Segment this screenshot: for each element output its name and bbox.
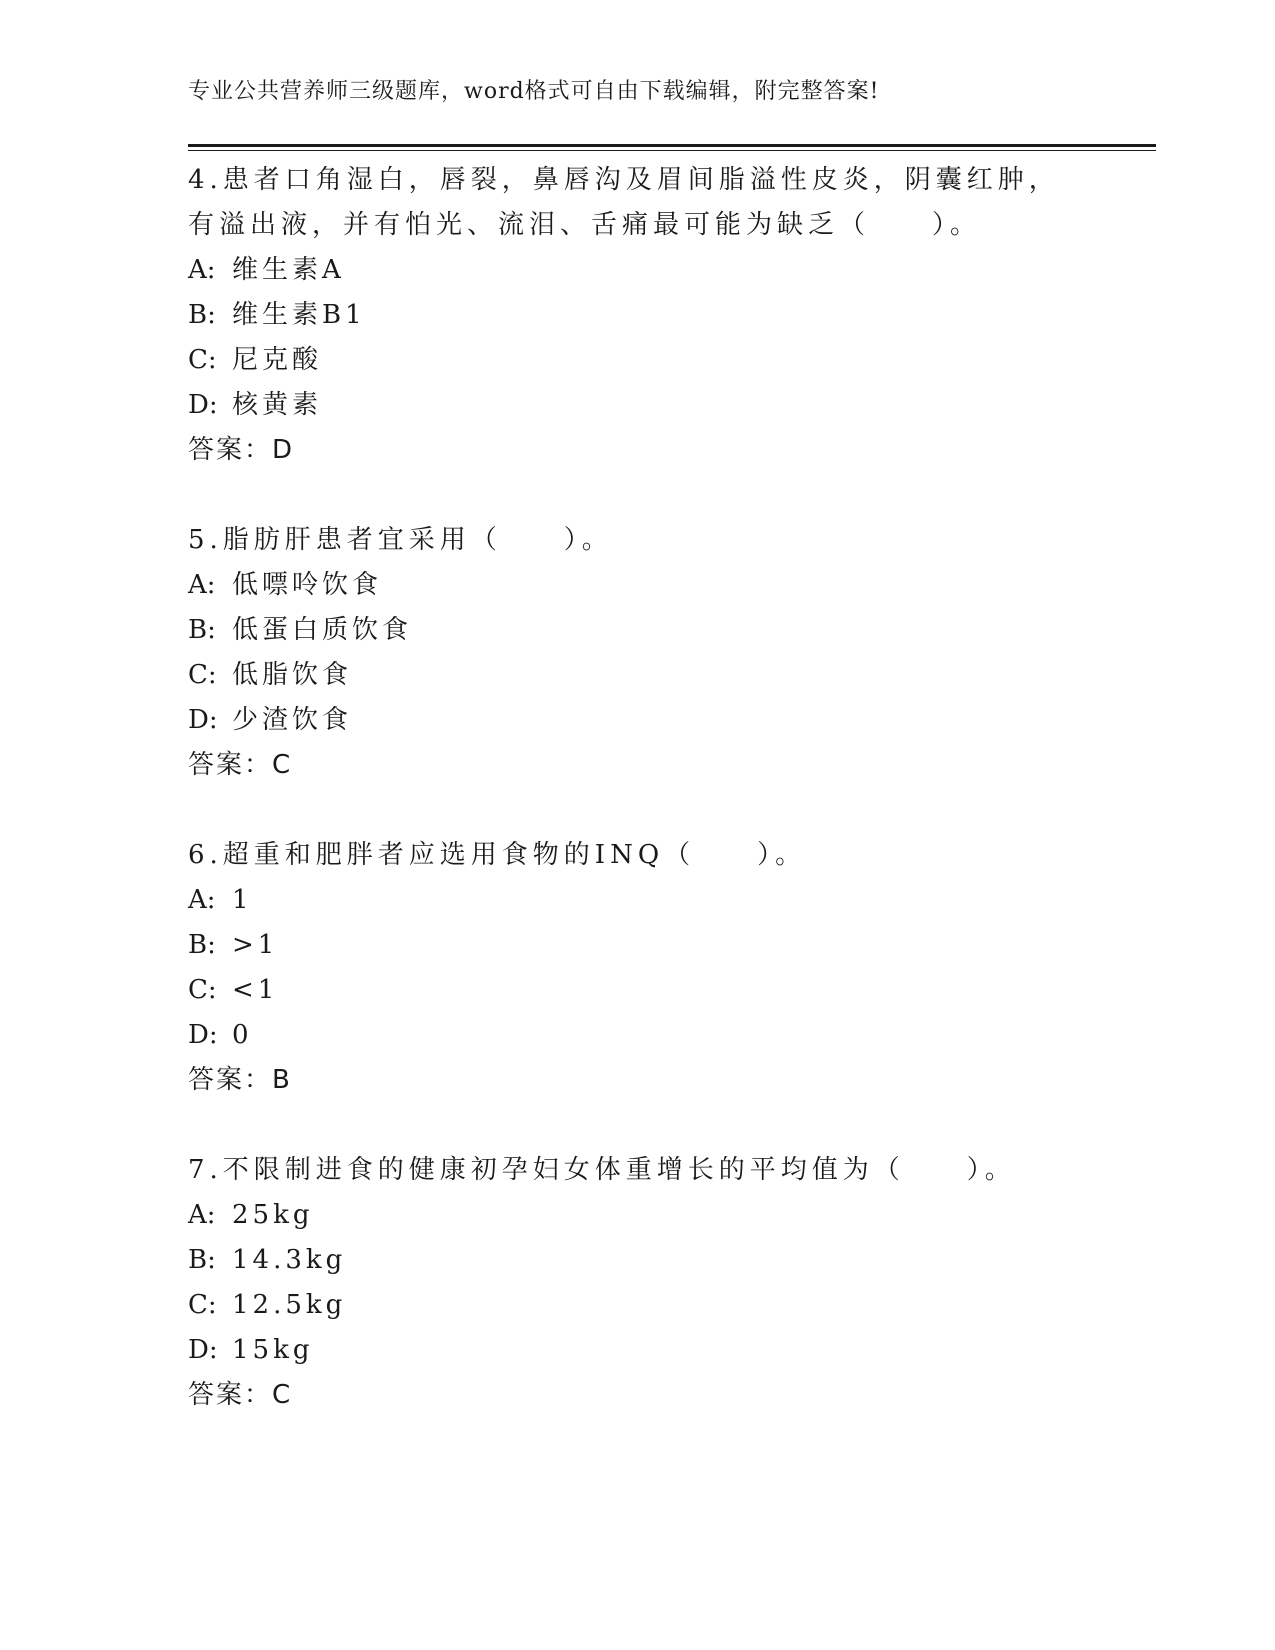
option-b [188,608,1088,653]
option-label: C: [188,1290,217,1320]
option-text: >1 [232,930,279,960]
option-text: 15kg [232,1335,314,1365]
answer-line: 答案：C [188,1380,293,1410]
option-label: A: [188,255,216,285]
option-text: 25kg [232,1200,314,1230]
option-label: A: [188,570,216,600]
option-label: C: [188,660,217,690]
option-label: B: [188,300,216,330]
option-label: C: [188,975,217,1005]
option-c [188,653,1088,698]
option-b [188,293,1088,338]
option-text: <1 [232,975,279,1005]
question-spacer [188,788,1088,833]
option-text: 低脂饮食 [232,660,353,690]
question-stem: 7.不限制进食的健康初孕妇女体重增长的平均值为（ ）。 [188,1155,1016,1185]
option-text: 12.5kg [232,1290,347,1320]
option-a [188,1193,1088,1238]
question-5 [188,518,1088,788]
question-7 [188,1148,1088,1418]
question-4 [188,158,1088,473]
option-label: A: [188,1200,216,1230]
question-stem: 6.超重和肥胖者应选用食物的INQ（ ）。 [188,840,807,870]
option-label: C: [188,345,217,375]
page-header: 专业公共营养师三级题库，word格式可自由下载编辑，附完整答案! [188,79,880,104]
option-c [188,1283,1088,1328]
answer-line: 答案：C [188,750,293,780]
option-d [188,1328,1088,1373]
option-a [188,563,1088,608]
option-text: 低蛋白质饮食 [232,615,413,645]
option-b [188,923,1088,968]
header-rule-thin [188,150,1156,151]
option-text: 少渣饮食 [232,705,353,735]
option-b [188,1238,1088,1283]
option-text: 核黄素 [232,390,323,420]
option-text: 维生素A [232,255,345,285]
option-text: 低嘌呤饮食 [232,570,383,600]
option-a [188,878,1088,923]
question-spacer [188,1103,1088,1148]
option-text: 0 [232,1020,253,1050]
answer-line: 答案：B [188,1065,292,1095]
option-text: 14.3kg [232,1245,347,1275]
option-d [188,383,1088,428]
option-text: 1 [232,885,253,915]
option-a [188,248,1088,293]
option-d [188,698,1088,743]
option-label: B: [188,1245,216,1275]
option-label: D: [188,1335,218,1365]
question-list [188,158,1088,1418]
question-spacer [188,473,1088,518]
question-stem: 4.患者口角湿白，唇裂，鼻唇沟及眉间脂溢性皮炎，阴囊红肿，有溢出液，并有怕光、流泪、舌痛最可能为缺乏（ ）。 [188,165,1060,240]
option-c [188,338,1088,383]
option-text: 尼克酸 [232,345,323,375]
option-label: B: [188,930,216,960]
option-label: A: [188,885,216,915]
option-text: 维生素B1 [232,300,366,330]
header-rule-thick [188,144,1156,147]
option-label: B: [188,615,216,645]
answer-line: 答案：D [188,435,295,465]
option-d [188,1013,1088,1058]
option-label: D: [188,705,218,735]
option-c [188,968,1088,1013]
question-6 [188,833,1088,1103]
option-label: D: [188,390,218,420]
question-stem: 5.脂肪肝患者宜采用（ ）。 [188,525,613,555]
option-label: D: [188,1020,218,1050]
